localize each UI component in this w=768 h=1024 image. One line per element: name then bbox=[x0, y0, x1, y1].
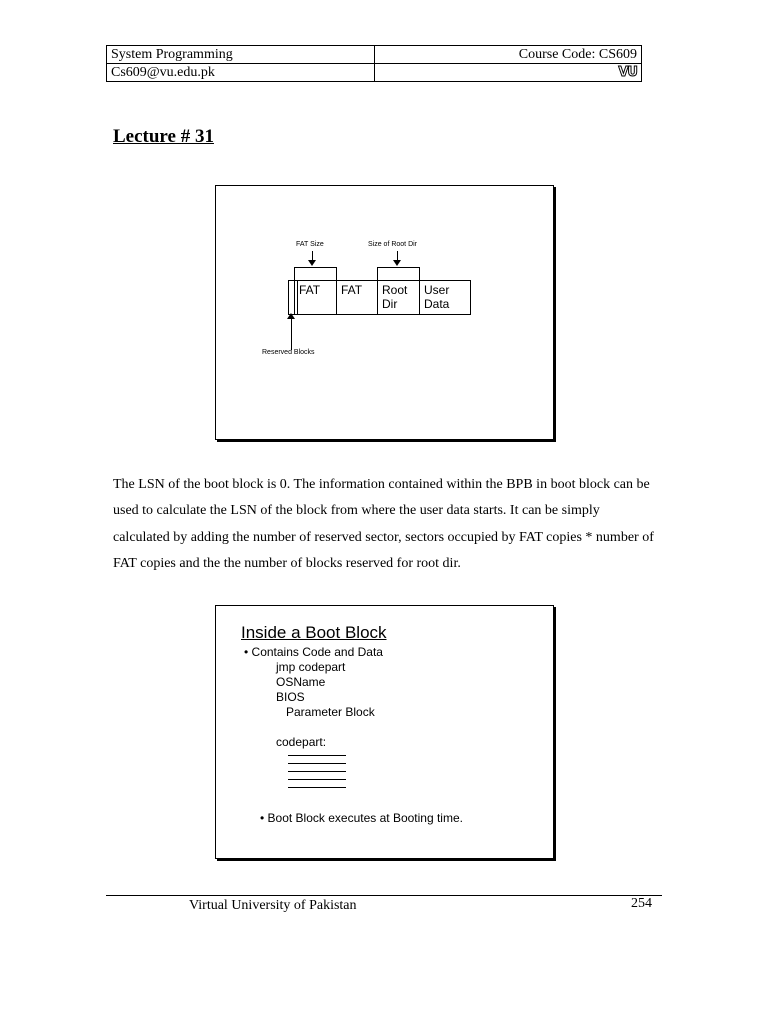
root-dir-cell bbox=[377, 280, 420, 315]
user-data-cell bbox=[419, 280, 471, 315]
slide-title: Inside a Boot Block bbox=[241, 623, 387, 642]
root-size-bracket bbox=[377, 267, 420, 268]
fat-cell-2: FAT bbox=[336, 280, 378, 315]
code-line-3 bbox=[288, 771, 346, 772]
body-paragraph: The LSN of the boot block is 0. The information contained within the BPB in boot block can be used to calculate the LSN of the block from where the user data starts. It can be simply calculated by adding the number of reserved sector, sectors occupied by FAT copies * number of FAT copies and the the number of blocks reserved for root dir. bbox=[113, 477, 654, 571]
root-dir-line-2: Dir bbox=[382, 297, 398, 311]
fat-cell-1: FAT bbox=[294, 280, 337, 315]
course-email: Cs609@vu.edu.pk bbox=[107, 64, 375, 82]
root-dir-size-label: Size of Root Dir bbox=[368, 241, 418, 248]
slide-line-bios: BIOS bbox=[276, 690, 305, 704]
course-code: Course Code: CS609 bbox=[375, 46, 642, 64]
slide-line-param: Parameter Block bbox=[286, 705, 375, 719]
code-line-1 bbox=[288, 755, 346, 756]
user-data-line-1: User bbox=[424, 283, 450, 297]
root-size-bracket-left bbox=[377, 267, 378, 280]
fat-size-bracket-right bbox=[336, 267, 337, 280]
code-line-2 bbox=[288, 763, 346, 764]
fat-size-bracket bbox=[294, 267, 337, 268]
fat-size-arrow-head bbox=[308, 260, 316, 266]
code-line-5 bbox=[288, 787, 346, 788]
course-name: System Programming bbox=[107, 46, 375, 64]
slide-bullet-1: • Contains Code and Data bbox=[244, 645, 383, 659]
footer-rule bbox=[106, 895, 662, 896]
slide-line-jmp: jmp codepart bbox=[276, 660, 346, 674]
fat-size-bracket-left bbox=[294, 267, 295, 280]
reserved-blocks-label: Reserved Blocks bbox=[262, 349, 315, 356]
fat-size-label: FAT Size bbox=[296, 241, 324, 248]
slide-line-osname: OSName bbox=[276, 675, 326, 689]
slide-line-codepart: codepart: bbox=[276, 735, 327, 749]
code-line-4 bbox=[288, 779, 346, 780]
root-size-arrow-head bbox=[393, 260, 401, 266]
page-number: 254 bbox=[631, 896, 652, 911]
header-table bbox=[106, 45, 642, 82]
vu-logo-cell bbox=[375, 64, 642, 82]
footer-institution: Virtual University of Pakistan bbox=[189, 898, 357, 913]
root-size-bracket-right bbox=[419, 267, 420, 280]
root-dir-line-1: Root bbox=[382, 283, 408, 297]
lecture-title: Lecture # 31 bbox=[113, 126, 214, 147]
reserved-arrow-shaft bbox=[291, 318, 292, 350]
user-data-line-2: Data bbox=[424, 297, 450, 311]
slide-bullet-2: • Boot Block executes at Booting time. bbox=[260, 811, 463, 825]
vu-logo: VU bbox=[618, 65, 637, 80]
